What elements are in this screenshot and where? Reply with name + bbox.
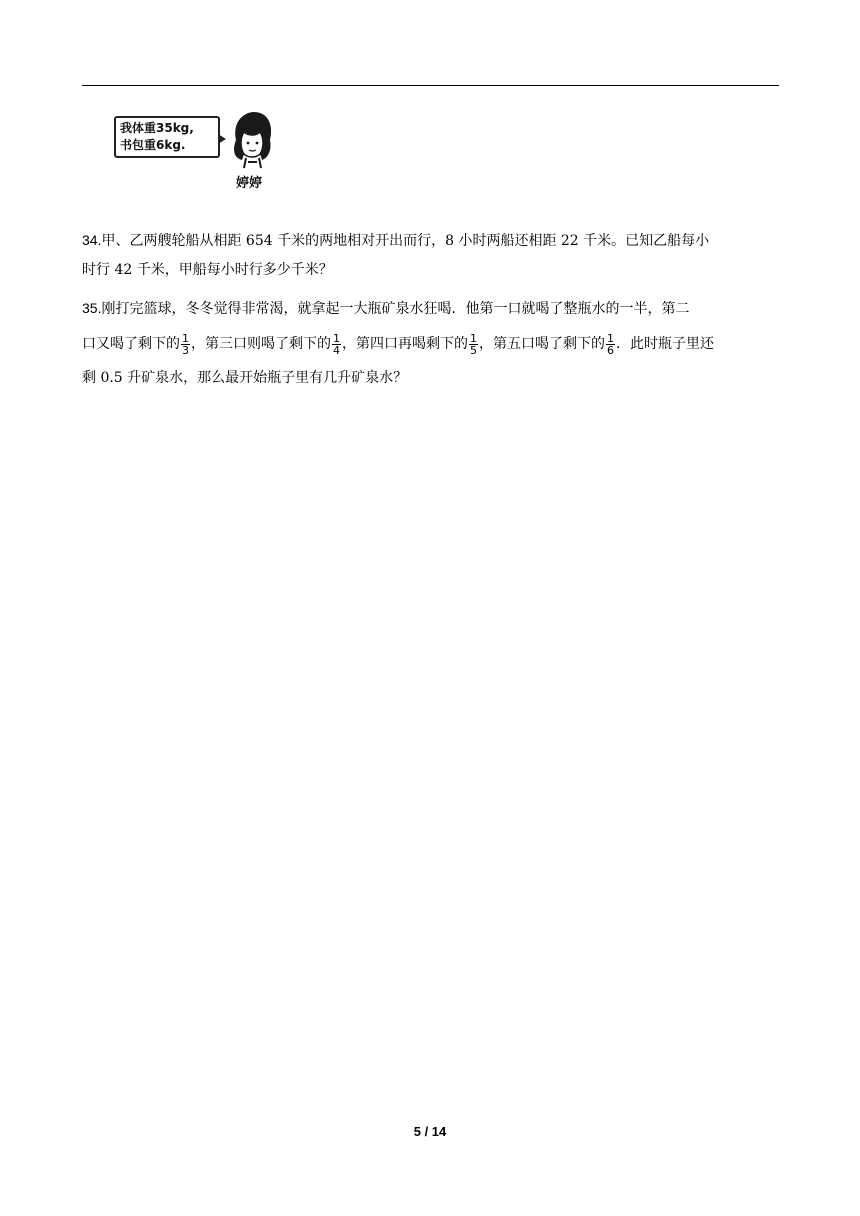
problem-35-seg-3: ，第四口再喝剩下的 <box>342 336 468 352</box>
problem-35-seg-2: ，第三口则喝了剩下的 <box>191 336 331 352</box>
problem-34-line-1 <box>82 226 779 256</box>
problem-35-line-3: 剩 0.5 升矿泉水，那么最开始瓶子里有几升矿泉水？ <box>82 370 408 386</box>
fraction-numerator: 1 <box>470 331 477 345</box>
fraction-numerator: 1 <box>182 331 189 345</box>
fraction-numerator: 1 <box>607 331 614 345</box>
problem-34-text-1: 甲、乙两艘轮船从相距 654 千米的两地相对开出而行，8 小时两船还相距 22 千米。已知乙船每小 <box>101 233 710 249</box>
problem-35-number: 35 <box>82 300 98 316</box>
fraction-denominator: 6 <box>607 343 614 357</box>
fraction-denominator: 5 <box>470 343 477 357</box>
problem-35-seg-4: ，第五口喝了剩下的 <box>479 336 605 352</box>
problem-35-separator: . <box>97 300 102 316</box>
problem-34 <box>82 226 779 285</box>
girl-portrait-icon <box>226 110 276 172</box>
fraction-one-fifth <box>469 333 478 356</box>
header-rule <box>82 85 779 86</box>
problem-34-number: 34 <box>82 232 98 248</box>
problem-34-separator: . <box>97 232 102 248</box>
fraction-denominator: 4 <box>333 343 340 357</box>
girl-name-label: 婷婷 <box>235 176 262 191</box>
problem-34-line-2: 时行 42 千米，甲船每小时行多少千米？ <box>82 262 333 278</box>
fraction-one-third <box>181 333 190 356</box>
fraction-numerator: 1 <box>333 331 340 345</box>
fraction-one-sixth <box>606 333 615 356</box>
problem-35-seg-5: ．此时瓶子里还 <box>616 336 714 352</box>
fraction-one-fourth <box>332 333 341 356</box>
bubble-line-weight: 我体重35kg, <box>120 121 194 135</box>
page-number: 5 / 14 <box>413 1124 447 1139</box>
fraction-denominator: 3 <box>182 343 189 357</box>
problem-35-seg-1: 口又喝了剩下的 <box>82 336 180 352</box>
problem-35-text-1: 刚打完篮球，冬冬觉得非常渴，就拿起一大瓶矿泉水狂喝．他第一口就喝了整瓶水的一半，第二 <box>101 301 690 317</box>
problem-35-line-2 <box>82 327 779 361</box>
speech-figure <box>112 110 282 194</box>
problem-35-line-1 <box>82 294 779 324</box>
speech-bubble-tail <box>218 134 226 144</box>
speech-bubble <box>114 116 220 158</box>
problem-35 <box>82 294 779 393</box>
bubble-line-bag: 书包重6kg. <box>120 138 186 152</box>
